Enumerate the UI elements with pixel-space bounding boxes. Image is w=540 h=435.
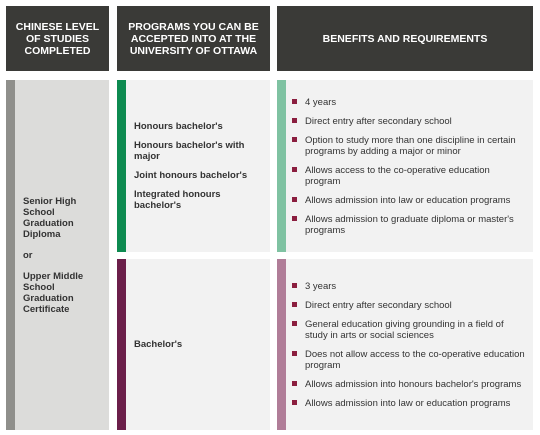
benefit-item — [292, 281, 527, 292]
benefit-item — [292, 195, 527, 206]
benefit-text: Allows admission to graduate diploma or master's programs — [305, 213, 514, 236]
benefit-item — [292, 379, 527, 390]
benefit-text: Allows admission into honours bachelor's programs — [305, 378, 522, 390]
benefits-list-bachelor — [292, 259, 527, 430]
square-bullet-icon — [292, 197, 297, 202]
program-item: Integrated honours bachelor's — [134, 189, 221, 211]
benefit-item — [292, 300, 527, 311]
program-item: Honours bachelor's — [134, 121, 223, 132]
benefit-text: Allows admission into law or education programs — [305, 397, 511, 409]
benefits-cell-honours — [277, 80, 533, 252]
programs-list-honours — [134, 80, 266, 252]
programs-cell-honours — [117, 80, 270, 252]
chinese-level-accent-bar — [6, 80, 15, 430]
level-upper-middle-certificate: Upper Middle School Graduation Certificate — [23, 270, 84, 315]
benefits-accent-bar-purple — [277, 259, 286, 430]
header-chinese-level-text: CHINESE LEVEL OF STUDIES COMPLETED — [15, 20, 100, 57]
level-senior-high-diploma: Senior High School Graduation Diploma — [23, 195, 77, 240]
programs-accent-bar-purple — [117, 259, 126, 430]
programs-list-bachelor — [134, 259, 266, 430]
square-bullet-icon — [292, 99, 297, 104]
chinese-level-text — [23, 80, 107, 430]
benefits-accent-bar-green — [277, 80, 286, 252]
square-bullet-icon — [292, 167, 297, 172]
benefit-item — [292, 319, 527, 341]
square-bullet-icon — [292, 351, 297, 356]
square-bullet-icon — [292, 216, 297, 221]
square-bullet-icon — [292, 283, 297, 288]
benefit-text: Direct entry after secondary school — [305, 115, 452, 127]
header-programs — [117, 6, 270, 71]
level-or-separator: or — [23, 249, 33, 261]
benefit-text: 3 years — [305, 280, 337, 292]
benefit-item — [292, 349, 527, 371]
benefit-item — [292, 97, 527, 108]
benefits-cell-bachelor — [277, 259, 533, 430]
square-bullet-icon — [292, 137, 297, 142]
benefit-item — [292, 135, 527, 157]
header-benefits-text: BENEFITS AND REQUIREMENTS — [322, 32, 488, 45]
square-bullet-icon — [292, 321, 297, 326]
benefit-item — [292, 165, 527, 187]
benefit-text: Does not allow access to the co-operative education program — [305, 348, 525, 371]
benefit-text: Allows admission into law or education programs — [305, 194, 511, 206]
benefit-text: Allows access to the co-operative education program — [305, 164, 490, 187]
benefit-item — [292, 214, 527, 236]
square-bullet-icon — [292, 400, 297, 405]
programs-cell-bachelor — [117, 259, 270, 430]
square-bullet-icon — [292, 302, 297, 307]
program-item: Joint honours bachelor's — [134, 170, 248, 181]
square-bullet-icon — [292, 381, 297, 386]
benefit-text: Option to study more than one discipline in certain programs by adding a major or minor — [305, 134, 516, 157]
benefit-item — [292, 398, 527, 409]
benefits-list-honours — [292, 80, 527, 252]
header-benefits — [277, 6, 533, 71]
benefit-text: Direct entry after secondary school — [305, 299, 452, 311]
header-programs-text: PROGRAMS YOU CAN BE ACCEPTED INTO AT THE UNIVERSITY OF OTTAWA — [128, 20, 259, 57]
benefit-text: 4 years — [305, 96, 337, 108]
square-bullet-icon — [292, 118, 297, 123]
benefit-text: General education giving grounding in a field of study in arts or social sciences — [305, 318, 504, 341]
program-item: Bachelor's — [134, 339, 183, 350]
programs-accent-bar-green — [117, 80, 126, 252]
benefit-item — [292, 116, 527, 127]
chinese-level-cell — [6, 80, 109, 430]
header-chinese-level — [6, 6, 109, 71]
program-item: Honours bachelor's with major — [134, 140, 245, 162]
